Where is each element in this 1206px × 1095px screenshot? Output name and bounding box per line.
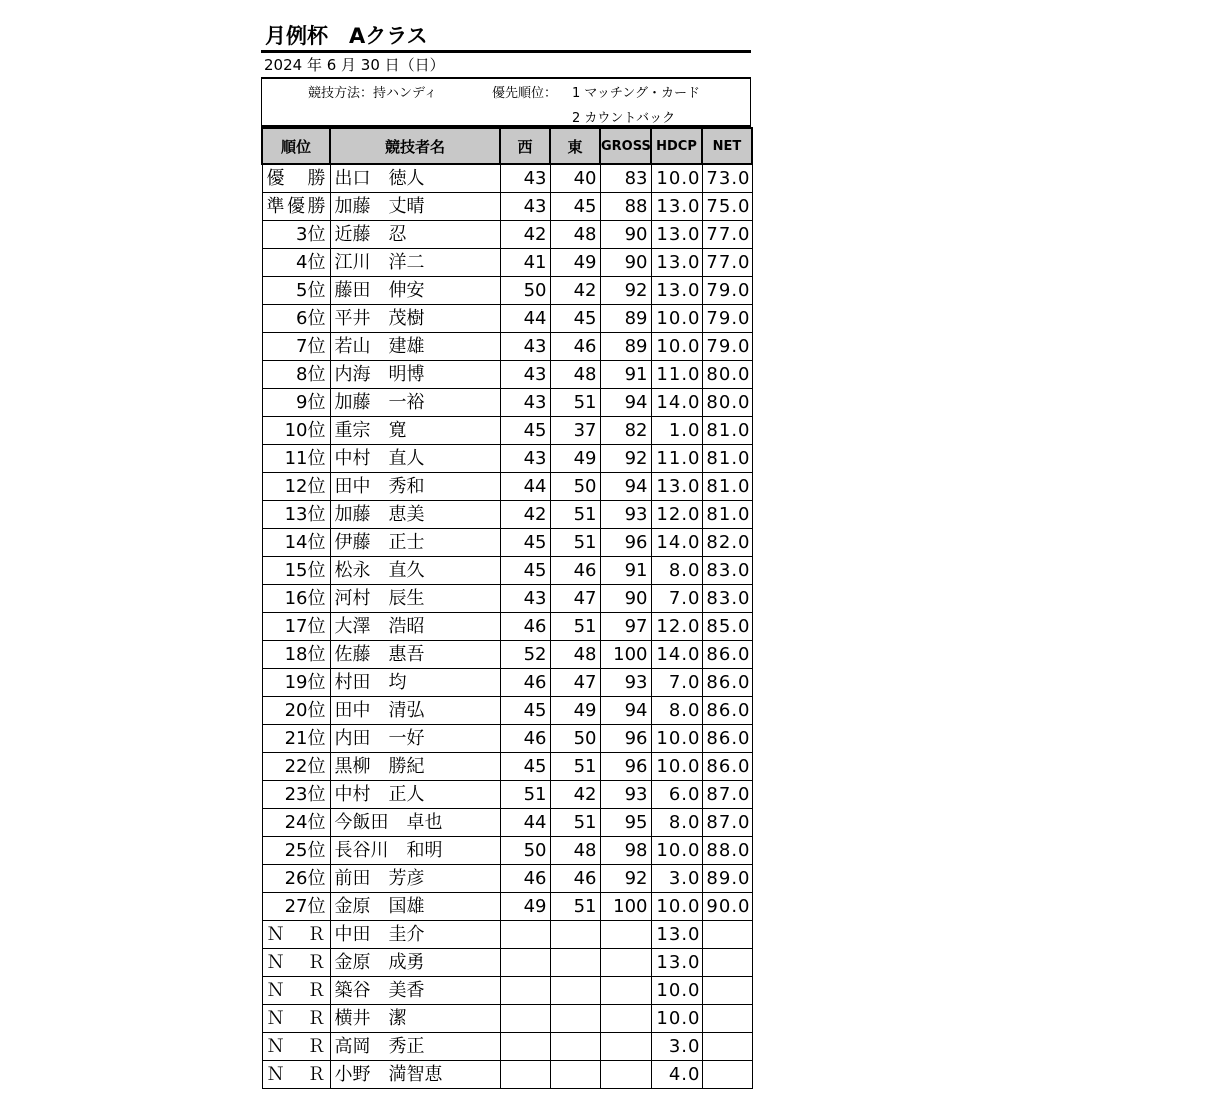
east-score-cell: 51 (550, 809, 600, 837)
rank-cell: 9位 (262, 389, 330, 417)
west-score-cell: 43 (500, 333, 550, 361)
net-score-cell: 90.0 (702, 893, 752, 921)
table-row (262, 1033, 752, 1061)
rank-cell: Ｎ Ｒ (262, 977, 330, 1005)
rank-cell: 11位 (262, 445, 330, 473)
player-name-cell: 佐藤 惠吾 (330, 641, 500, 669)
east-score-cell: 49 (550, 249, 600, 277)
player-name-cell: 中田 圭介 (330, 921, 500, 949)
rank-cell: 26位 (262, 865, 330, 893)
player-name-cell: 江川 洋二 (330, 249, 500, 277)
player-name-cell: 小野 満智恵 (330, 1061, 500, 1089)
net-score-cell: 83.0 (702, 585, 752, 613)
player-name-cell: 藤田 伸安 (330, 277, 500, 305)
east-score-cell: 46 (550, 557, 600, 585)
east-score-cell: 47 (550, 669, 600, 697)
player-name-cell: 出口 徳人 (330, 164, 500, 193)
west-score-cell: 46 (500, 669, 550, 697)
gross-score-cell: 89 (600, 305, 651, 333)
table-row (262, 585, 752, 613)
player-name-cell: 加藤 一裕 (330, 389, 500, 417)
net-score-cell: 83.0 (702, 557, 752, 585)
net-score-cell: 77.0 (702, 249, 752, 277)
gross-score-cell (600, 949, 651, 977)
west-score-cell: 43 (500, 389, 550, 417)
table-row (262, 669, 752, 697)
player-name-cell: 内田 一好 (330, 725, 500, 753)
table-row (262, 865, 752, 893)
east-score-cell: 40 (550, 164, 600, 193)
table-row (262, 781, 752, 809)
hdcp-cell: 10.0 (651, 893, 702, 921)
table-row (262, 1061, 752, 1089)
rank-cell: 13位 (262, 501, 330, 529)
player-name-cell: 加藤 恵美 (330, 501, 500, 529)
gross-score-cell: 94 (600, 389, 651, 417)
rank-cell: 4位 (262, 249, 330, 277)
rank-cell: 18位 (262, 641, 330, 669)
rank-cell: 22位 (262, 753, 330, 781)
rank-cell: 8位 (262, 361, 330, 389)
table-row (262, 361, 752, 389)
player-name-cell: 若山 建雄 (330, 333, 500, 361)
hdcp-cell: 10.0 (651, 725, 702, 753)
west-score-cell: 46 (500, 865, 550, 893)
rank-cell: 16位 (262, 585, 330, 613)
table-row (262, 501, 752, 529)
results-sheet (261, 22, 751, 1089)
rank-cell: 12位 (262, 473, 330, 501)
player-name-cell: 長谷川 和明 (330, 837, 500, 865)
west-score-cell: 42 (500, 501, 550, 529)
table-row (262, 837, 752, 865)
east-score-cell: 51 (550, 501, 600, 529)
west-score-cell: 45 (500, 753, 550, 781)
table-row (262, 164, 752, 193)
gross-score-cell: 100 (600, 893, 651, 921)
hdcp-cell: 14.0 (651, 389, 702, 417)
player-name-cell: 高岡 秀正 (330, 1033, 500, 1061)
gross-score-cell: 94 (600, 697, 651, 725)
gross-score-cell (600, 1005, 651, 1033)
table-row (262, 921, 752, 949)
hdcp-cell: 8.0 (651, 809, 702, 837)
page-title: 月例杯 Aクラス (261, 22, 751, 53)
rank-cell: 14位 (262, 529, 330, 557)
hdcp-cell: 13.0 (651, 473, 702, 501)
priority-1: 1 マッチング・カード (572, 86, 700, 101)
header-west: 西 (500, 128, 550, 164)
gross-score-cell: 93 (600, 501, 651, 529)
player-name-cell: 大澤 浩昭 (330, 613, 500, 641)
west-score-cell: 46 (500, 725, 550, 753)
rank-cell: 27位 (262, 893, 330, 921)
net-score-cell: 81.0 (702, 473, 752, 501)
west-score-cell (500, 1005, 550, 1033)
net-score-cell (702, 1061, 752, 1089)
hdcp-cell: 11.0 (651, 361, 702, 389)
gross-score-cell: 92 (600, 445, 651, 473)
rank-cell: 7位 (262, 333, 330, 361)
west-score-cell (500, 1061, 550, 1089)
rank-cell: Ｎ Ｒ (262, 949, 330, 977)
hdcp-cell: 14.0 (651, 529, 702, 557)
table-row (262, 389, 752, 417)
event-date: 2024 年 6 月 30 日（日） (261, 53, 751, 78)
west-score-cell: 43 (500, 361, 550, 389)
west-score-cell: 52 (500, 641, 550, 669)
gross-score-cell: 90 (600, 221, 651, 249)
rank-cell: 21位 (262, 725, 330, 753)
east-score-cell: 46 (550, 333, 600, 361)
hdcp-cell: 12.0 (651, 501, 702, 529)
net-score-cell: 88.0 (702, 837, 752, 865)
player-name-cell: 築谷 美香 (330, 977, 500, 1005)
east-score-cell: 51 (550, 529, 600, 557)
net-score-cell: 81.0 (702, 417, 752, 445)
east-score-cell: 48 (550, 221, 600, 249)
gross-score-cell: 91 (600, 557, 651, 585)
gross-score-cell: 95 (600, 809, 651, 837)
west-score-cell: 45 (500, 697, 550, 725)
table-row (262, 529, 752, 557)
gross-score-cell: 90 (600, 585, 651, 613)
header-net: NET (702, 128, 752, 164)
east-score-cell (550, 1033, 600, 1061)
priority-2: 2 カウントバック (572, 111, 676, 126)
net-score-cell: 86.0 (702, 697, 752, 725)
table-row (262, 893, 752, 921)
west-score-cell: 50 (500, 837, 550, 865)
hdcp-cell: 13.0 (651, 249, 702, 277)
west-score-cell: 46 (500, 613, 550, 641)
east-score-cell: 51 (550, 753, 600, 781)
gross-score-cell: 93 (600, 669, 651, 697)
hdcp-cell: 13.0 (651, 921, 702, 949)
east-score-cell: 51 (550, 893, 600, 921)
east-score-cell: 51 (550, 389, 600, 417)
header-gross: GROSS (600, 128, 651, 164)
rank-cell: 準優勝 (262, 193, 330, 221)
net-score-cell: 77.0 (702, 221, 752, 249)
gross-score-cell (600, 1061, 651, 1089)
west-score-cell: 50 (500, 277, 550, 305)
table-row (262, 305, 752, 333)
gross-score-cell (600, 1033, 651, 1061)
hdcp-cell: 6.0 (651, 781, 702, 809)
hdcp-cell: 13.0 (651, 221, 702, 249)
net-score-cell (702, 977, 752, 1005)
gross-score-cell: 90 (600, 249, 651, 277)
net-score-cell: 86.0 (702, 753, 752, 781)
rank-cell: 17位 (262, 613, 330, 641)
east-score-cell: 47 (550, 585, 600, 613)
hdcp-cell: 11.0 (651, 445, 702, 473)
hdcp-cell: 10.0 (651, 333, 702, 361)
table-row (262, 445, 752, 473)
net-score-cell: 79.0 (702, 305, 752, 333)
rank-cell: 20位 (262, 697, 330, 725)
table-row (262, 641, 752, 669)
net-score-cell: 75.0 (702, 193, 752, 221)
net-score-cell: 80.0 (702, 389, 752, 417)
east-score-cell: 37 (550, 417, 600, 445)
net-score-cell: 82.0 (702, 529, 752, 557)
header-name: 競技者名 (330, 128, 500, 164)
east-score-cell: 50 (550, 473, 600, 501)
table-row (262, 725, 752, 753)
east-score-cell: 48 (550, 837, 600, 865)
east-score-cell (550, 1061, 600, 1089)
rank-cell: 19位 (262, 669, 330, 697)
results-table (261, 127, 753, 1089)
west-score-cell: 45 (500, 557, 550, 585)
east-score-cell: 45 (550, 193, 600, 221)
rank-cell: 23位 (262, 781, 330, 809)
east-score-cell: 51 (550, 613, 600, 641)
rank-cell: 3位 (262, 221, 330, 249)
player-name-cell: 重宗 寛 (330, 417, 500, 445)
gross-score-cell: 83 (600, 164, 651, 193)
rank-cell: Ｎ Ｒ (262, 1061, 330, 1089)
table-row (262, 977, 752, 1005)
west-score-cell: 45 (500, 529, 550, 557)
rank-cell: Ｎ Ｒ (262, 1033, 330, 1061)
table-row (262, 809, 752, 837)
east-score-cell: 49 (550, 697, 600, 725)
player-name-cell: 金原 国雄 (330, 893, 500, 921)
net-score-cell: 86.0 (702, 725, 752, 753)
net-score-cell: 87.0 (702, 809, 752, 837)
rank-cell: 15位 (262, 557, 330, 585)
west-score-cell: 43 (500, 193, 550, 221)
table-row (262, 613, 752, 641)
player-name-cell: 黒柳 勝紀 (330, 753, 500, 781)
west-score-cell: 49 (500, 893, 550, 921)
east-score-cell: 46 (550, 865, 600, 893)
net-score-cell: 81.0 (702, 501, 752, 529)
player-name-cell: 近藤 忍 (330, 221, 500, 249)
east-score-cell: 49 (550, 445, 600, 473)
west-score-cell: 43 (500, 164, 550, 193)
hdcp-cell: 10.0 (651, 977, 702, 1005)
gross-score-cell: 97 (600, 613, 651, 641)
rank-cell: 優 勝 (262, 164, 330, 193)
net-score-cell: 86.0 (702, 641, 752, 669)
net-score-cell: 81.0 (702, 445, 752, 473)
player-name-cell: 伊藤 正士 (330, 529, 500, 557)
net-score-cell: 79.0 (702, 277, 752, 305)
west-score-cell: 44 (500, 473, 550, 501)
west-score-cell (500, 921, 550, 949)
player-name-cell: 加藤 丈晴 (330, 193, 500, 221)
gross-score-cell (600, 977, 651, 1005)
gross-score-cell: 98 (600, 837, 651, 865)
hdcp-cell: 10.0 (651, 305, 702, 333)
west-score-cell: 44 (500, 809, 550, 837)
gross-score-cell: 100 (600, 641, 651, 669)
rank-cell: 5位 (262, 277, 330, 305)
west-score-cell: 45 (500, 417, 550, 445)
table-row (262, 333, 752, 361)
hdcp-cell: 14.0 (651, 641, 702, 669)
rank-cell: Ｎ Ｒ (262, 921, 330, 949)
net-score-cell: 80.0 (702, 361, 752, 389)
net-score-cell (702, 1033, 752, 1061)
player-name-cell: 前田 芳彦 (330, 865, 500, 893)
west-score-cell: 43 (500, 445, 550, 473)
header-rank: 順位 (262, 128, 330, 164)
player-name-cell: 松永 直久 (330, 557, 500, 585)
hdcp-cell: 1.0 (651, 417, 702, 445)
hdcp-cell: 7.0 (651, 669, 702, 697)
gross-score-cell: 88 (600, 193, 651, 221)
gross-score-cell: 91 (600, 361, 651, 389)
net-score-cell: 73.0 (702, 164, 752, 193)
east-score-cell (550, 949, 600, 977)
rank-cell: 25位 (262, 837, 330, 865)
player-name-cell: 金原 成勇 (330, 949, 500, 977)
east-score-cell: 42 (550, 277, 600, 305)
hdcp-cell: 4.0 (651, 1061, 702, 1089)
net-score-cell: 86.0 (702, 669, 752, 697)
table-row (262, 697, 752, 725)
net-score-cell: 89.0 (702, 865, 752, 893)
hdcp-cell: 13.0 (651, 949, 702, 977)
net-score-cell: 87.0 (702, 781, 752, 809)
hdcp-cell: 8.0 (651, 557, 702, 585)
hdcp-cell: 7.0 (651, 585, 702, 613)
hdcp-cell: 10.0 (651, 1005, 702, 1033)
west-score-cell: 51 (500, 781, 550, 809)
header-hdcp: HDCP (651, 128, 702, 164)
hdcp-cell: 12.0 (651, 613, 702, 641)
player-name-cell: 田中 清弘 (330, 697, 500, 725)
hdcp-cell: 8.0 (651, 697, 702, 725)
hdcp-cell: 13.0 (651, 277, 702, 305)
east-score-cell (550, 1005, 600, 1033)
hdcp-cell: 10.0 (651, 164, 702, 193)
west-score-cell: 42 (500, 221, 550, 249)
table-row (262, 221, 752, 249)
net-score-cell (702, 949, 752, 977)
gross-score-cell: 96 (600, 753, 651, 781)
gross-score-cell (600, 921, 651, 949)
player-name-cell: 中村 直人 (330, 445, 500, 473)
table-row (262, 557, 752, 585)
east-score-cell: 42 (550, 781, 600, 809)
player-name-cell: 横井 潔 (330, 1005, 500, 1033)
player-name-cell: 村田 均 (330, 669, 500, 697)
net-score-cell (702, 1005, 752, 1033)
rank-cell: 24位 (262, 809, 330, 837)
table-row (262, 193, 752, 221)
table-row (262, 753, 752, 781)
header-east: 東 (550, 128, 600, 164)
table-row (262, 249, 752, 277)
west-score-cell: 41 (500, 249, 550, 277)
table-row (262, 949, 752, 977)
gross-score-cell: 82 (600, 417, 651, 445)
east-score-cell (550, 921, 600, 949)
west-score-cell: 43 (500, 585, 550, 613)
player-name-cell: 河村 辰生 (330, 585, 500, 613)
rank-cell: Ｎ Ｒ (262, 1005, 330, 1033)
gross-score-cell: 96 (600, 529, 651, 557)
net-score-cell: 85.0 (702, 613, 752, 641)
west-score-cell (500, 949, 550, 977)
net-score-cell (702, 921, 752, 949)
net-score-cell: 79.0 (702, 333, 752, 361)
east-score-cell: 45 (550, 305, 600, 333)
player-name-cell: 今飯田 卓也 (330, 809, 500, 837)
hdcp-cell: 10.0 (651, 753, 702, 781)
hdcp-cell: 10.0 (651, 837, 702, 865)
table-header-row (262, 128, 752, 164)
player-name-cell: 田中 秀和 (330, 473, 500, 501)
gross-score-cell: 89 (600, 333, 651, 361)
table-row (262, 277, 752, 305)
gross-score-cell: 94 (600, 473, 651, 501)
gross-score-cell: 96 (600, 725, 651, 753)
west-score-cell (500, 1033, 550, 1061)
gross-score-cell: 92 (600, 277, 651, 305)
rank-cell: 6位 (262, 305, 330, 333)
east-score-cell (550, 977, 600, 1005)
gross-score-cell: 92 (600, 865, 651, 893)
rank-cell: 10位 (262, 417, 330, 445)
gross-score-cell: 93 (600, 781, 651, 809)
table-row (262, 473, 752, 501)
rules-box (261, 78, 751, 127)
east-score-cell: 48 (550, 361, 600, 389)
hdcp-cell: 3.0 (651, 865, 702, 893)
east-score-cell: 48 (550, 641, 600, 669)
west-score-cell: 44 (500, 305, 550, 333)
player-name-cell: 内海 明博 (330, 361, 500, 389)
east-score-cell: 50 (550, 725, 600, 753)
competition-method: 競技方法：持ハンディ (308, 86, 437, 101)
hdcp-cell: 3.0 (651, 1033, 702, 1061)
priority-label: 優先順位： (492, 86, 558, 101)
table-row (262, 417, 752, 445)
player-name-cell: 中村 正人 (330, 781, 500, 809)
player-name-cell: 平井 茂樹 (330, 305, 500, 333)
west-score-cell (500, 977, 550, 1005)
table-row (262, 1005, 752, 1033)
hdcp-cell: 13.0 (651, 193, 702, 221)
